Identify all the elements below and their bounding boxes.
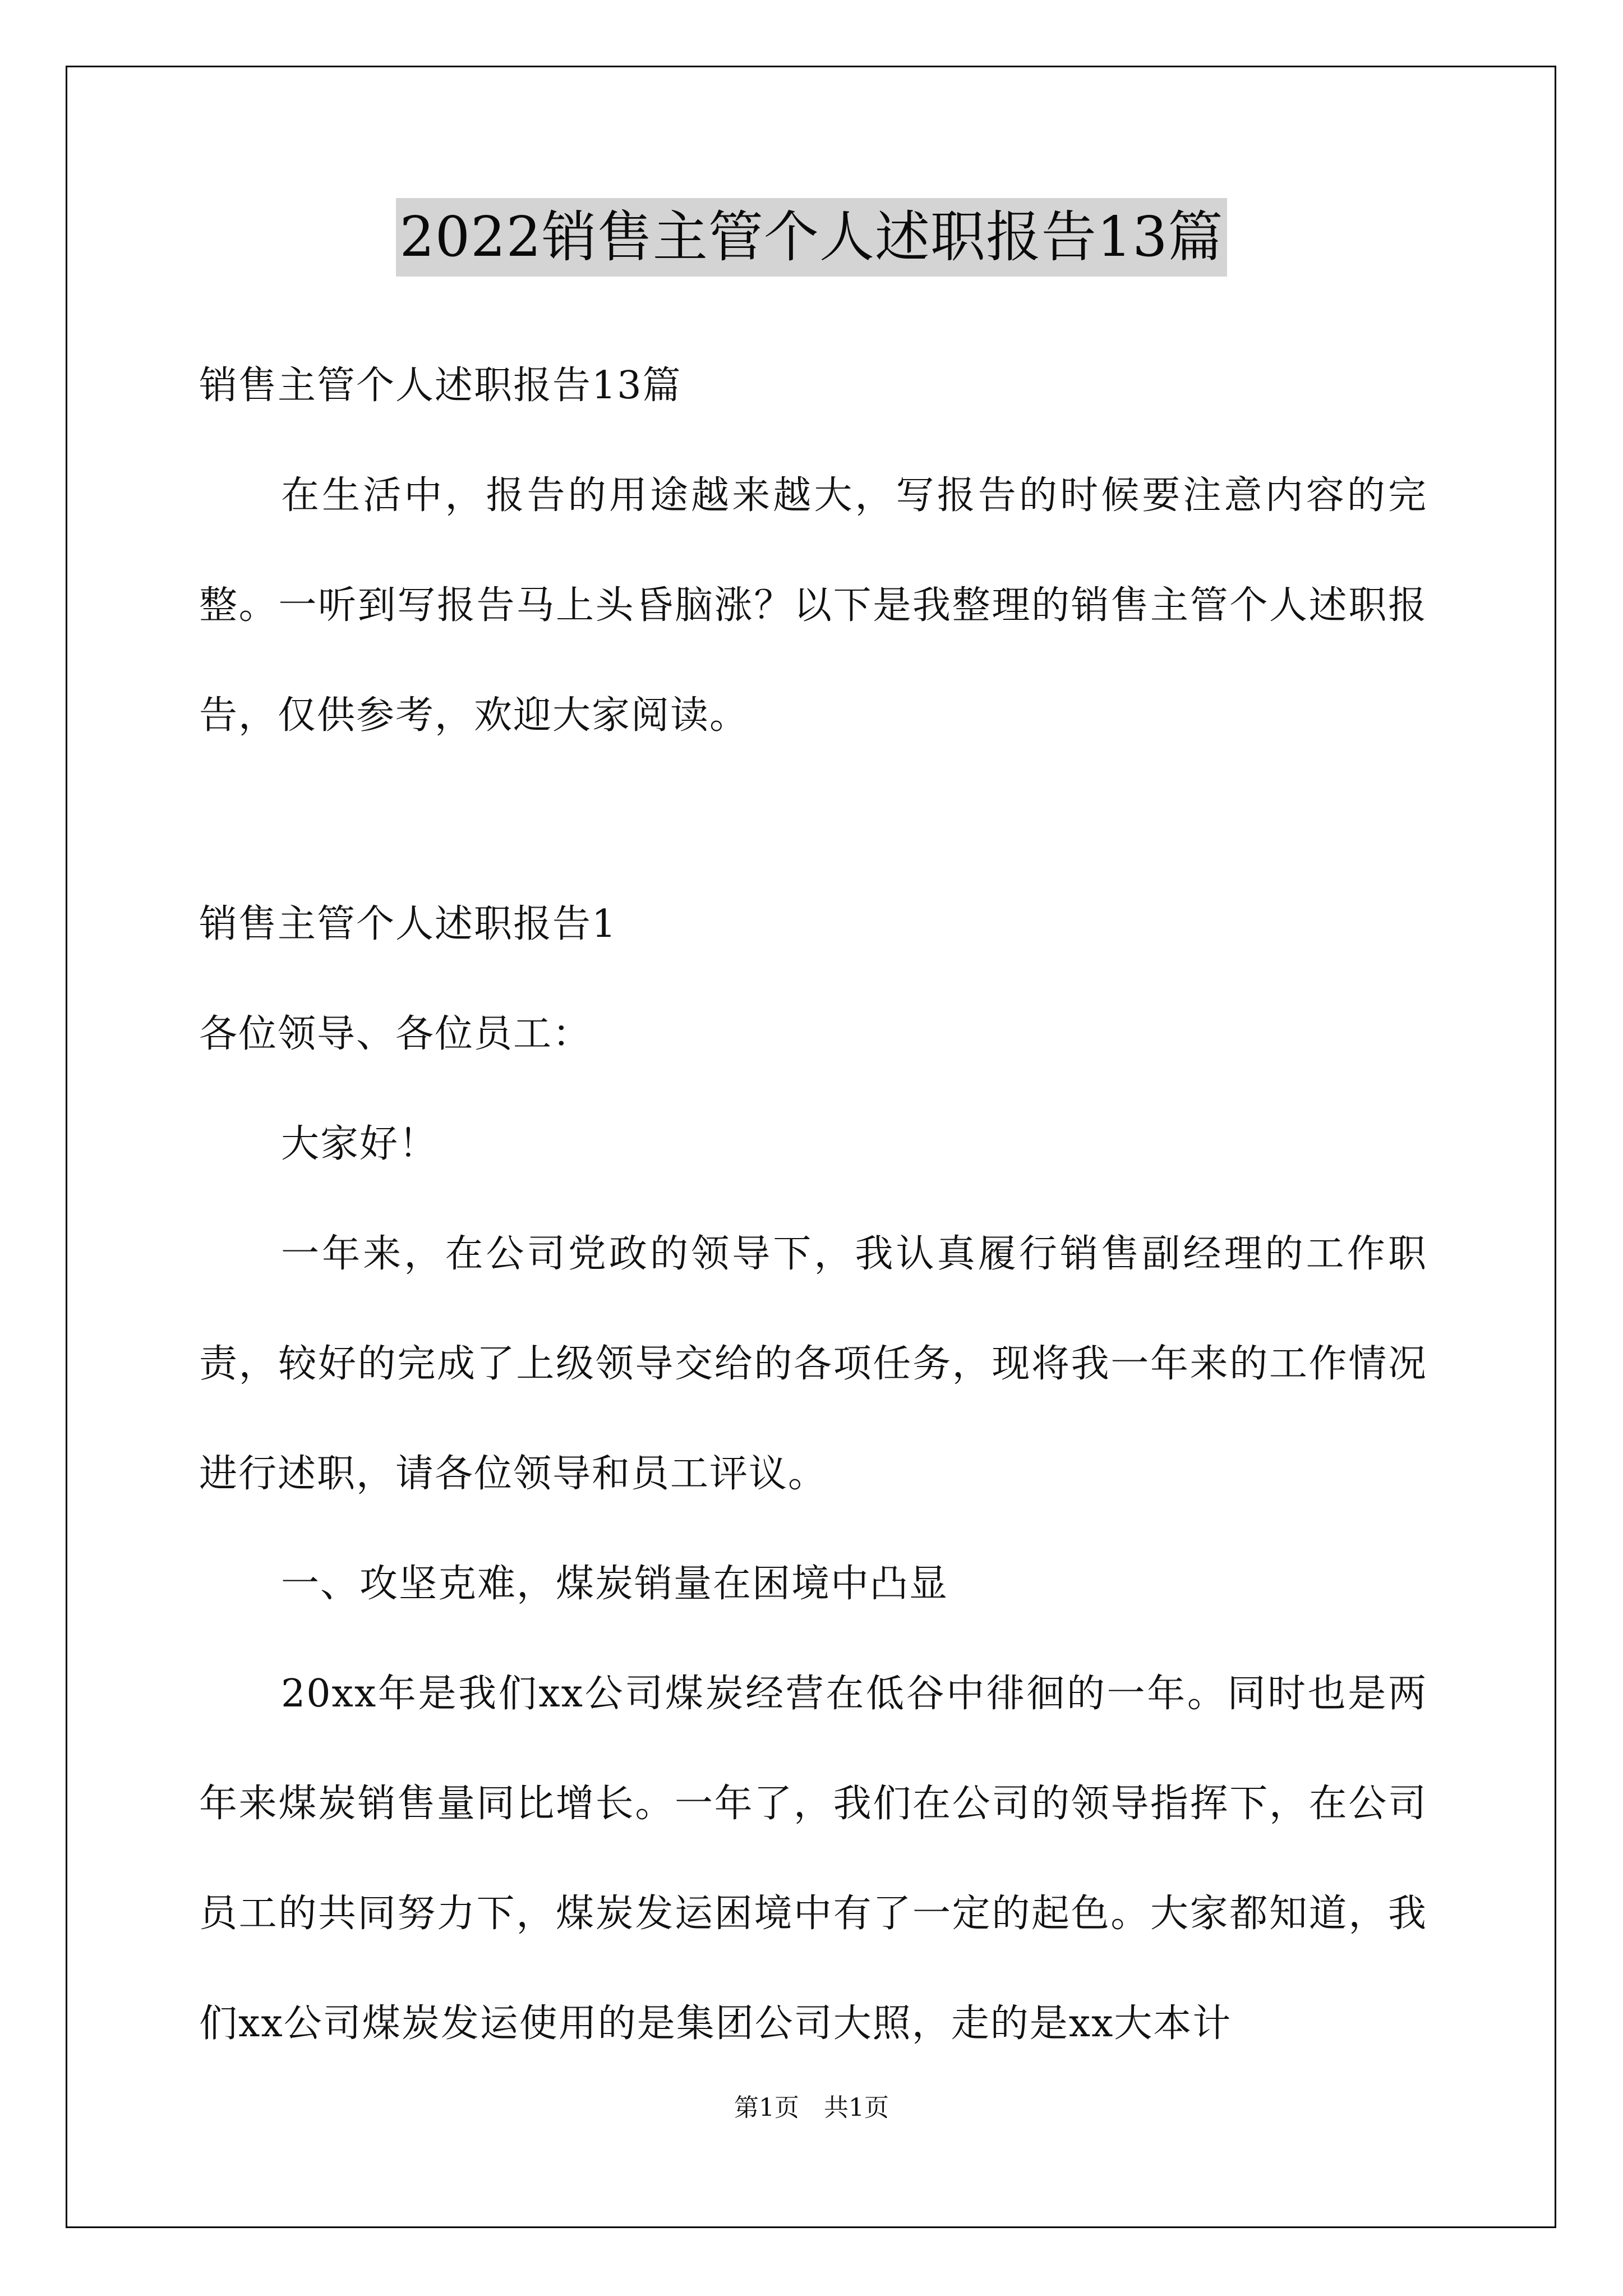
greeting: 大家好！ — [281, 1122, 439, 1166]
section-gap — [199, 771, 1427, 869]
paragraph-1: 一年来，在公司党政的领导下，我认真履行销售副经理的工作职责，较好的完成了上级领导交给的各项任务，现将我一年来的工作情况进行述职，请各位领导和员工评议。 — [199, 1232, 1427, 1496]
section-heading: 销售主管个人述职报告1 — [199, 902, 617, 946]
point-1-heading: 一、攻坚克难，煤炭销量在困境中凸显 — [281, 1562, 949, 1606]
document-title: 2022销售主管个人述职报告13篇 — [396, 198, 1227, 277]
intro-paragraph: 在生活中，报告的用途越来越大，写报告的时候要注意内容的完整。一听到写报告马上头昏脑涨？以下是我整理的销售主管个人述职报告，仅供参考，欢迎大家阅读。 — [199, 473, 1427, 738]
title-container — [0, 198, 1623, 277]
document-body — [199, 331, 1427, 2079]
page-footer: 第1页 共1页 — [734, 2093, 889, 2122]
paragraph-2: 20xx年是我们xx公司煤炭经营在低谷中徘徊的一年。同时也是两年来煤炭销售量同比增长。一年了，我们在公司的领导指挥下，在公司员工的共同努力下，煤炭发运困境中有了一定的起色。大家都知道，我们xx公司煤炭发运使用的是集团公司大照，走的是xx大本计 — [199, 1672, 1427, 2046]
salutation: 各位领导、各位员工： — [199, 1012, 592, 1056]
document-subtitle: 销售主管个人述职报告13篇 — [199, 364, 682, 408]
